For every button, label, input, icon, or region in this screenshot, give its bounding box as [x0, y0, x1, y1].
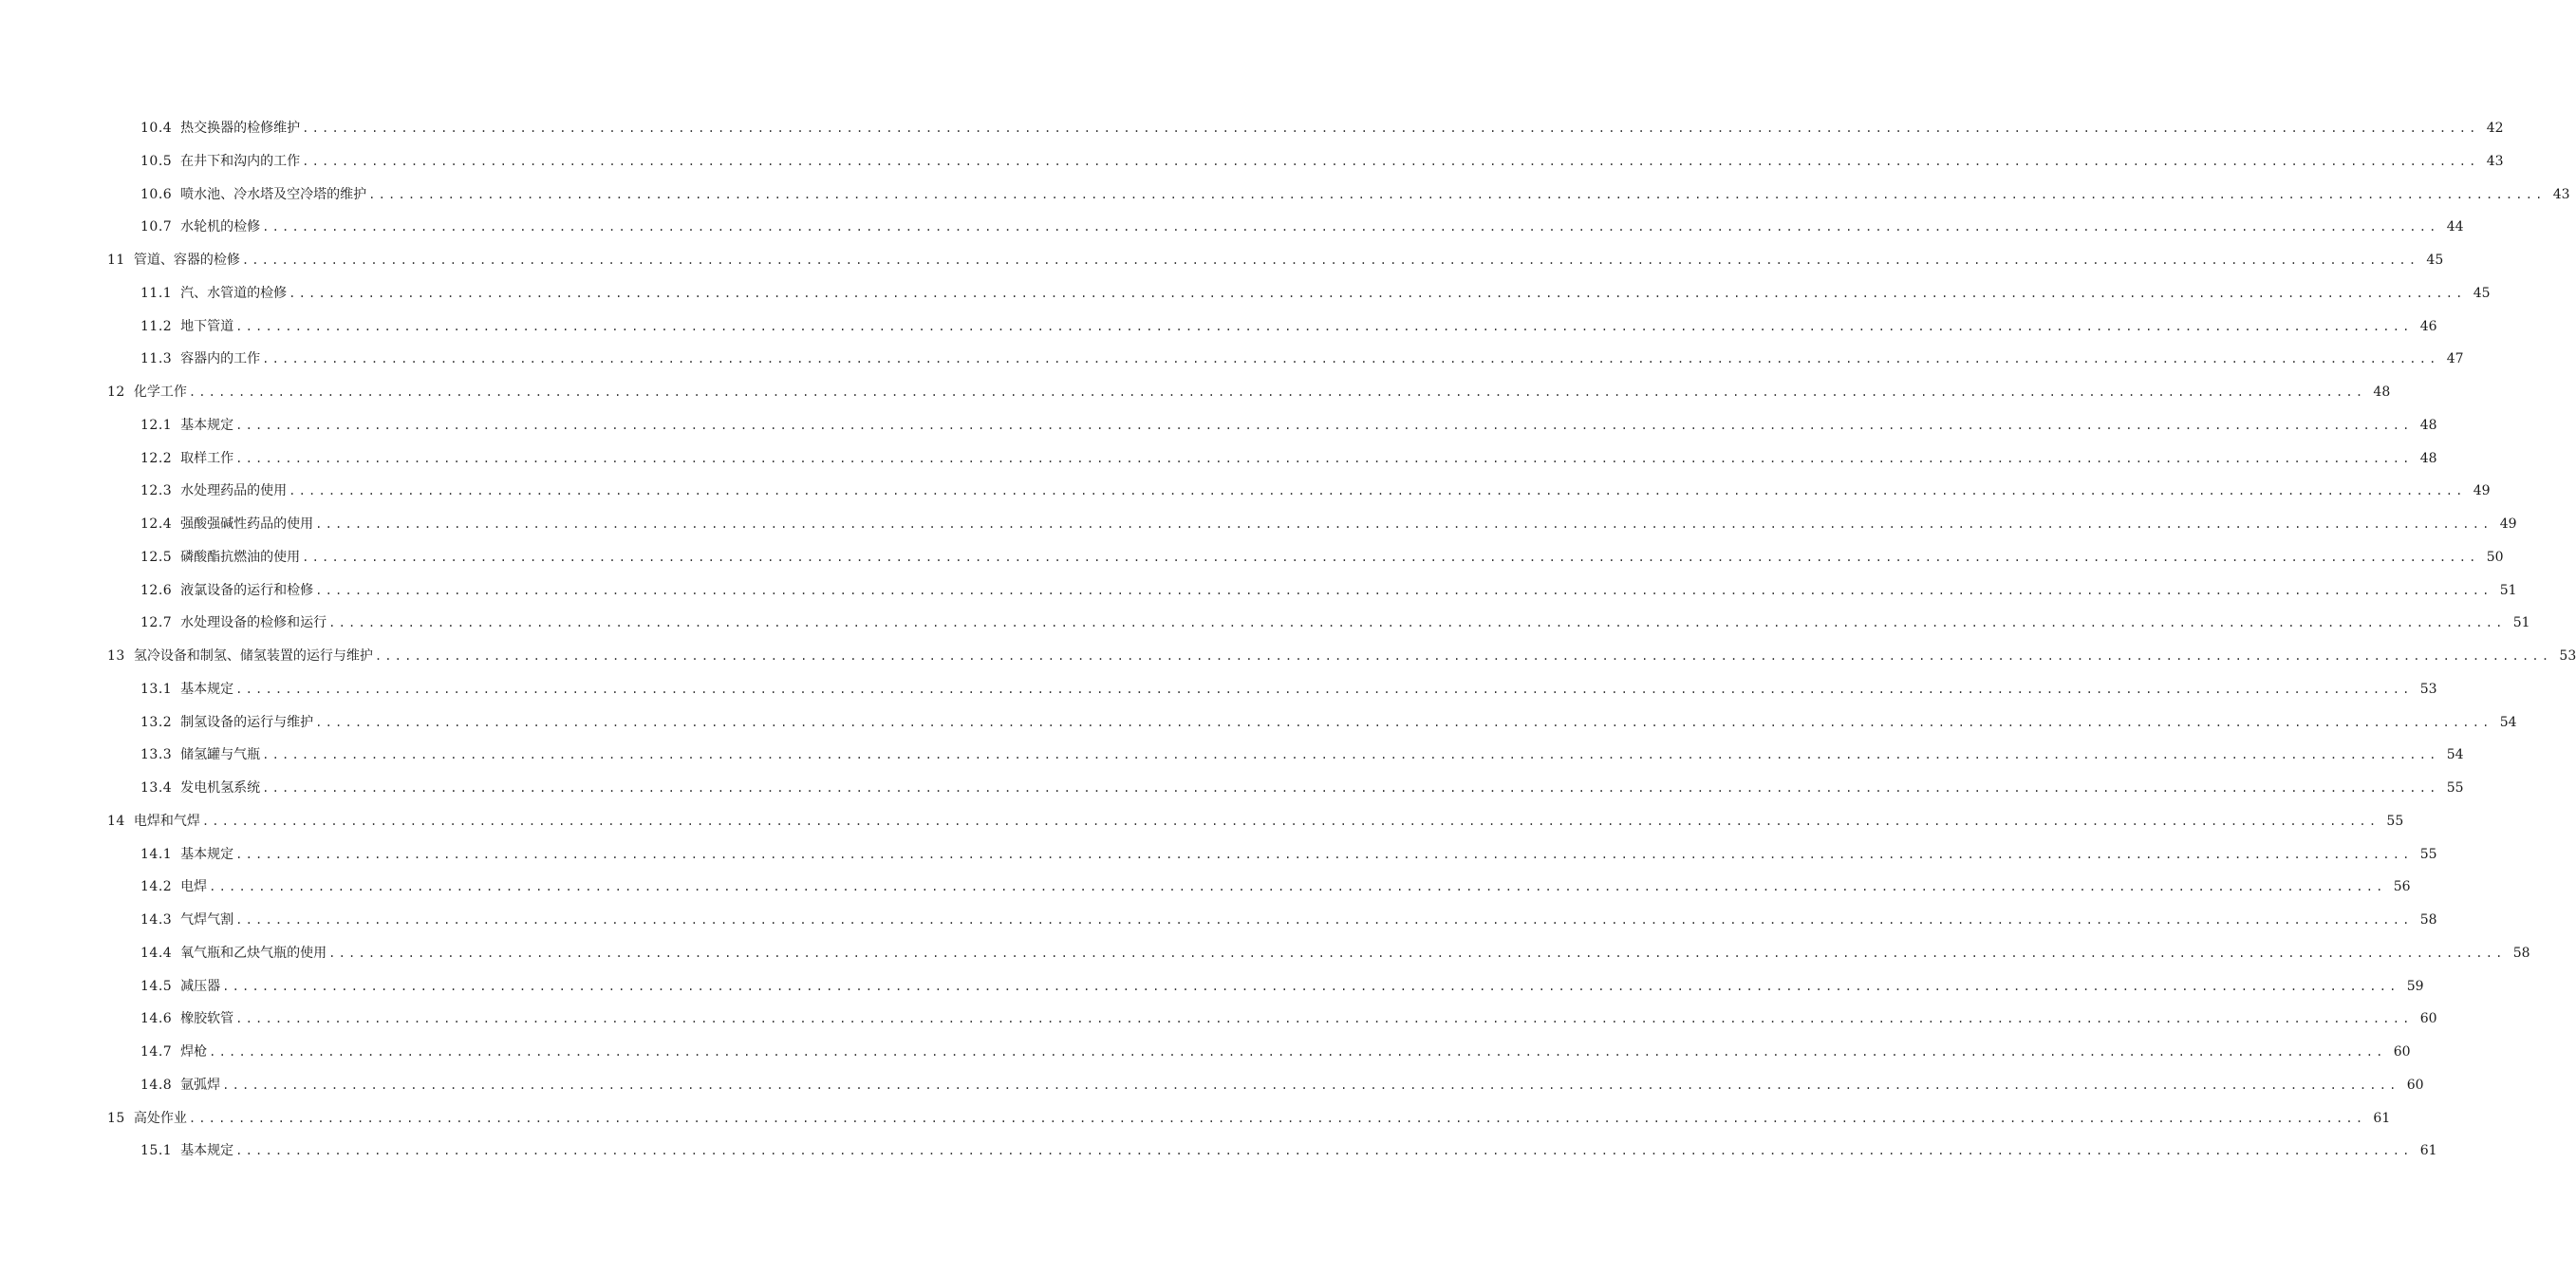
toc-dot-leader: ............................................................................................................................................................................................................................ — [235, 319, 2413, 333]
toc-entry-number: 12.1 — [140, 417, 173, 433]
toc-entry-title: 基本规定 — [180, 1143, 234, 1159]
toc-chapter-entry[interactable] — [0, 376, 2391, 409]
toc-entry-title: 氩弧焊 — [180, 1077, 221, 1093]
toc-dot-leader: ............................................................................................................................................................................................................................ — [289, 484, 2466, 498]
toc-dot-leader: ............................................................................................................................................................................................................................ — [241, 253, 2419, 267]
toc-section-entry[interactable] — [0, 937, 2530, 970]
toc-entry-number: 14.8 — [140, 1077, 173, 1093]
toc-section-entry[interactable] — [0, 178, 2570, 212]
toc-page-number: 51 — [2512, 615, 2530, 631]
toc-entry-number: 15 — [107, 1110, 125, 1126]
toc-dot-leader: ............................................................................................................................................................................................................................ — [188, 385, 2366, 399]
toc-page-number: 60 — [2419, 1011, 2437, 1027]
toc-page-number: 45 — [2473, 285, 2491, 301]
toc-section-entry[interactable] — [0, 475, 2491, 508]
toc-entry-number: 10.5 — [140, 153, 173, 169]
toc-entry-title: 橡胶软管 — [180, 1011, 234, 1027]
toc-dot-leader: ............................................................................................................................................................................................................................ — [262, 220, 2439, 235]
toc-section-entry[interactable] — [0, 1003, 2437, 1036]
toc-entry-number: 12.7 — [140, 615, 173, 631]
toc-section-entry[interactable] — [0, 871, 2411, 904]
toc-entry-number: 14.4 — [140, 945, 173, 961]
toc-entry-number: 10.6 — [140, 186, 173, 202]
toc-dot-leader: ............................................................................................................................................................................................................................ — [222, 1078, 2399, 1092]
toc-section-entry[interactable] — [0, 772, 2464, 805]
toc-entry-title: 强酸强碱性药品的使用 — [180, 516, 314, 532]
toc-entry-title: 热交换器的检修维护 — [180, 121, 301, 136]
toc-entry-number: 14.5 — [140, 978, 173, 994]
toc-entry-title: 焊枪 — [180, 1044, 208, 1060]
toc-section-entry[interactable] — [0, 211, 2464, 244]
toc-entry-title: 水处理设备的检修和运行 — [180, 615, 327, 631]
toc-entry-number: 12.2 — [140, 450, 173, 466]
toc-dot-leader: ............................................................................................................................................................................................................................ — [209, 880, 2386, 894]
toc-page-number: 43 — [2552, 186, 2570, 202]
toc-dot-leader: ............................................................................................................................................................................................................................ — [302, 122, 2479, 135]
toc-page-number: 55 — [2386, 813, 2404, 829]
toc-entry-title: 氧气瓶和乙炔气瓶的使用 — [180, 945, 327, 961]
toc-dot-leader: ............................................................................................................................................................................................................................ — [235, 913, 2413, 927]
toc-entry-number: 15.1 — [140, 1143, 173, 1159]
toc-entry-number: 13.3 — [140, 747, 173, 763]
toc-dot-leader: ............................................................................................................................................................................................................................ — [302, 154, 2479, 168]
toc-page-number: 48 — [2419, 450, 2437, 466]
toc-page-number: 51 — [2499, 582, 2517, 598]
toc-dot-leader: ............................................................................................................................................................................................................................ — [315, 715, 2492, 729]
toc-entry-title: 气焊气割 — [180, 912, 234, 928]
toc-entry-title: 液氯设备的运行和检修 — [180, 582, 314, 598]
toc-chapter-entry[interactable] — [0, 244, 2444, 277]
toc-entry-title: 管道、容器的检修 — [133, 253, 240, 268]
toc-entry-title: 取样工作 — [180, 450, 234, 466]
toc-entry-title: 喷水池、冷水塔及空冷塔的维护 — [180, 186, 367, 202]
toc-dot-leader: ............................................................................................................................................................................................................................ — [262, 352, 2439, 366]
toc-section-entry[interactable] — [0, 838, 2437, 872]
toc-dot-leader: ............................................................................................................................................................................................................................ — [235, 847, 2413, 861]
toc-page-number: 53 — [2559, 648, 2576, 664]
toc-page-number: 42 — [2486, 121, 2504, 136]
toc-dot-leader: ............................................................................................................................................................................................................................ — [302, 550, 2479, 564]
toc-section-entry[interactable] — [0, 541, 2504, 574]
toc-section-entry[interactable] — [0, 607, 2530, 640]
toc-entry-title: 磷酸酯抗燃油的使用 — [180, 549, 301, 565]
toc-page-number: 43 — [2486, 153, 2504, 169]
toc-entry-number: 11.1 — [140, 285, 173, 301]
toc-page-number: 55 — [2446, 780, 2464, 796]
toc-dot-leader: ............................................................................................................................................................................................................................ — [262, 781, 2439, 795]
toc-section-entry[interactable] — [0, 112, 2504, 145]
toc-dot-leader: ............................................................................................................................................................................................................................ — [235, 418, 2413, 432]
toc-page-number: 61 — [2419, 1143, 2437, 1159]
toc-entry-number: 13.1 — [140, 681, 173, 697]
toc-entry-title: 储氢罐与气瓶 — [180, 747, 261, 763]
toc-dot-leader: ............................................................................................................................................................................................................................ — [222, 979, 2399, 993]
toc-entry-number: 12.4 — [140, 516, 173, 532]
toc-entry-number: 11.2 — [140, 318, 173, 334]
toc-section-entry[interactable] — [0, 673, 2437, 706]
toc-dot-leader: ............................................................................................................................................................................................................................ — [328, 616, 2506, 630]
toc-section-entry[interactable] — [0, 970, 2424, 1004]
toc-entry-number: 10.7 — [140, 219, 173, 235]
toc-entry-title: 电焊 — [180, 879, 208, 895]
toc-page-number: 58 — [2419, 912, 2437, 928]
toc-page-number: 45 — [2426, 253, 2444, 268]
toc-page-number: 60 — [2393, 1044, 2411, 1060]
toc-page-number: 59 — [2406, 978, 2424, 994]
toc-entry-number: 14.6 — [140, 1011, 173, 1027]
toc-section-entry[interactable] — [0, 574, 2517, 608]
toc-page-number: 49 — [2473, 483, 2491, 499]
toc-section-entry[interactable] — [0, 310, 2437, 344]
toc-entry-title: 容器内的工作 — [180, 351, 261, 367]
toc-chapter-entry[interactable] — [0, 1102, 2391, 1135]
toc-dot-leader: ............................................................................................................................................................................................................................ — [374, 649, 2552, 663]
toc-entry-number: 13 — [107, 648, 125, 664]
toc-section-entry[interactable] — [0, 1036, 2411, 1069]
toc-entry-title: 减压器 — [180, 978, 221, 994]
toc-dot-leader: ............................................................................................................................................................................................................................ — [188, 1111, 2366, 1125]
toc-dot-leader: ............................................................................................................................................................................................................................ — [235, 1144, 2413, 1158]
toc-dot-leader: ............................................................................................................................................................................................................................ — [235, 1012, 2413, 1026]
toc-section-entry[interactable] — [0, 904, 2437, 937]
toc-page-number: 55 — [2419, 846, 2437, 862]
toc-entry-title: 基本规定 — [180, 846, 234, 862]
toc-page-number: 47 — [2446, 351, 2464, 367]
toc-entry-number: 11.3 — [140, 351, 173, 367]
toc-dot-leader: ............................................................................................................................................................................................................................ — [289, 286, 2466, 300]
toc-entry-number: 12 — [107, 385, 125, 400]
toc-section-entry[interactable] — [0, 409, 2437, 442]
toc-page-number: 61 — [2373, 1110, 2391, 1126]
toc-entry-title: 在井下和沟内的工作 — [180, 153, 301, 169]
toc-section-entry[interactable] — [0, 277, 2491, 310]
toc-entry-number: 14.7 — [140, 1044, 173, 1060]
toc-entry-number: 13.4 — [140, 780, 173, 796]
toc-entry-number: 11 — [107, 253, 125, 268]
toc-entry-number: 13.2 — [140, 714, 173, 730]
toc-page-number: 49 — [2499, 516, 2517, 532]
toc-entry-title: 水处理药品的使用 — [180, 483, 288, 499]
toc-section-entry[interactable] — [0, 442, 2437, 476]
toc-section-entry[interactable] — [0, 145, 2504, 178]
toc-page-number: 56 — [2393, 879, 2411, 895]
toc-page-number: 53 — [2419, 681, 2437, 697]
toc-dot-leader: ............................................................................................................................................................................................................................ — [368, 187, 2546, 201]
toc-dot-leader: ............................................................................................................................................................................................................................ — [328, 946, 2506, 960]
toc-page-number: 48 — [2373, 385, 2391, 400]
toc-section-entry[interactable] — [0, 706, 2517, 740]
toc-entry-number: 12.5 — [140, 549, 173, 565]
toc-section-entry[interactable] — [0, 1069, 2424, 1102]
toc-page-number: 54 — [2499, 714, 2517, 730]
toc-entry-title: 制氢设备的运行与维护 — [180, 714, 314, 730]
toc-page-number: 48 — [2419, 417, 2437, 433]
toc-page-number: 46 — [2419, 318, 2437, 334]
toc-page-number: 58 — [2512, 945, 2530, 961]
toc-section-entry[interactable] — [0, 343, 2464, 376]
toc-entry-title: 发电机氢系统 — [180, 780, 261, 796]
toc-dot-leader: ............................................................................................................................................................................................................................ — [315, 517, 2492, 531]
toc-entry-number: 14.1 — [140, 846, 173, 862]
toc-page-number: 54 — [2446, 747, 2464, 763]
table-of-contents — [0, 112, 2576, 1168]
toc-entry-number: 14 — [107, 813, 125, 829]
toc-page-number: 60 — [2406, 1077, 2424, 1093]
toc-section-entry[interactable] — [0, 1135, 2437, 1168]
toc-dot-leader: ............................................................................................................................................................................................................................ — [209, 1045, 2386, 1059]
toc-entry-number: 14.3 — [140, 912, 173, 928]
toc-dot-leader: ............................................................................................................................................................................................................................ — [315, 583, 2492, 597]
toc-section-entry[interactable] — [0, 739, 2464, 772]
toc-entry-number: 12.3 — [140, 483, 173, 499]
toc-section-entry[interactable] — [0, 508, 2517, 541]
toc-entry-number: 14.2 — [140, 879, 173, 895]
toc-entry-number: 10.4 — [140, 121, 173, 136]
toc-chapter-entry[interactable] — [0, 640, 2576, 673]
toc-page-number: 44 — [2446, 219, 2464, 235]
toc-entry-title: 基本规定 — [180, 681, 234, 697]
toc-entry-title: 高处作业 — [133, 1110, 187, 1126]
toc-chapter-entry[interactable] — [0, 805, 2404, 838]
toc-dot-leader: ............................................................................................................................................................................................................................ — [235, 451, 2413, 465]
toc-dot-leader: ............................................................................................................................................................................................................................ — [235, 682, 2413, 696]
toc-entry-title: 电焊和气焊 — [133, 813, 200, 829]
toc-entry-title: 氢冷设备和制氢、储氢装置的运行与维护 — [133, 648, 373, 664]
toc-page-number: 50 — [2486, 549, 2504, 565]
toc-dot-leader: ............................................................................................................................................................................................................................ — [262, 748, 2439, 762]
toc-entry-title: 水轮机的检修 — [180, 219, 261, 235]
toc-entry-title: 地下管道 — [180, 318, 234, 334]
toc-entry-title: 汽、水管道的检修 — [180, 285, 288, 301]
toc-entry-title: 化学工作 — [133, 385, 187, 400]
toc-entry-title: 基本规定 — [180, 417, 234, 433]
toc-dot-leader: ............................................................................................................................................................................................................................ — [201, 814, 2380, 828]
toc-entry-number: 12.6 — [140, 582, 173, 598]
